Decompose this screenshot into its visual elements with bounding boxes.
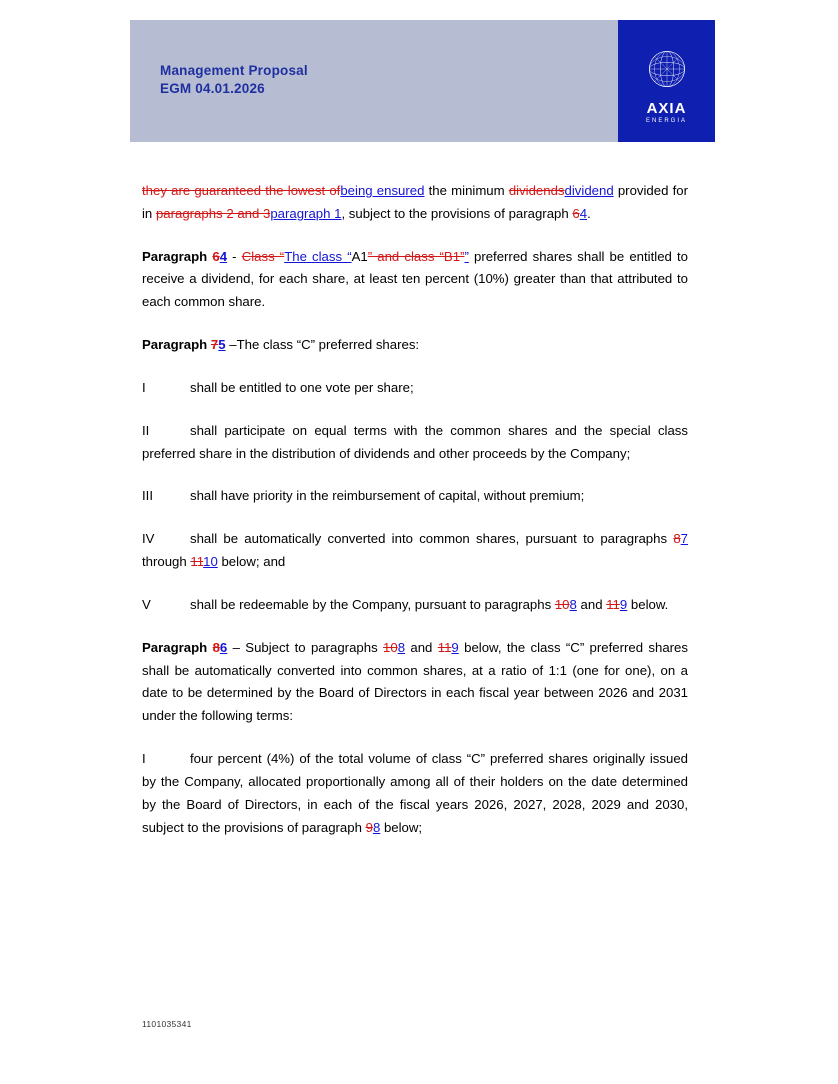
list-item-text: shall participate on equal terms with the common shares and the special class preferred share in the distribution of dividends and other proceeds by the Company; bbox=[142, 422, 688, 461]
inserted-text: being ensured bbox=[340, 183, 425, 198]
static-text: , subject to the provisions of paragraph bbox=[341, 205, 573, 221]
list-item-numeral: I bbox=[142, 751, 146, 767]
static-text: and bbox=[405, 639, 438, 655]
deleted-text: paragraphs 2 and 3 bbox=[155, 205, 271, 221]
inserted-label-number: 4 bbox=[219, 248, 228, 264]
document-body bbox=[142, 180, 688, 859]
inserted-text: paragraph 1 bbox=[270, 205, 342, 221]
list-item bbox=[142, 528, 688, 574]
static-text: four percent (4%) of the total volume of class “C” preferred shares originally issued by the Company, allocated proportionally among all of their holders on the date determined by the Board of Directors, in each of the fiscal years 2026, 2027, 2028, 2029 and 2030, subject to the provisions of paragraph bbox=[142, 751, 688, 835]
page-subtitle: EGM 04.01.2026 bbox=[160, 81, 265, 97]
document-footer-id: 1101035341 bbox=[142, 1019, 192, 1029]
deleted-label-number: 8 bbox=[212, 639, 220, 655]
list-item bbox=[142, 377, 688, 400]
document-header bbox=[130, 20, 715, 142]
inserted-text: 8 bbox=[372, 819, 381, 835]
inserted-text: dividend bbox=[564, 183, 614, 198]
globe-lattice-icon bbox=[641, 43, 693, 95]
deleted-text: they are guaranteed the lowest of bbox=[142, 183, 341, 198]
logo-box bbox=[618, 20, 715, 142]
list-item-text: shall have priority in the reimbursement of capital, without premium; bbox=[190, 488, 585, 504]
paragraph-5 bbox=[142, 334, 688, 357]
paragraph-label: Paragraph bbox=[142, 337, 211, 353]
list-item-numeral: I bbox=[142, 379, 146, 395]
list-item-numeral: IV bbox=[142, 531, 155, 547]
static-text: A1 bbox=[351, 248, 368, 264]
list-item-numeral: III bbox=[142, 488, 153, 504]
deleted-text: dividends bbox=[508, 183, 565, 198]
paragraph-4 bbox=[142, 246, 688, 314]
deleted-text: ” and class “B1” bbox=[367, 248, 465, 264]
inserted-text: ” bbox=[464, 248, 469, 264]
static-text: through bbox=[142, 554, 191, 570]
deleted-text: 11 bbox=[606, 596, 620, 612]
logo-tagline: ENERGIA bbox=[645, 117, 687, 124]
paragraph-label: Paragraph bbox=[142, 639, 213, 655]
inserted-text: 4 bbox=[579, 205, 588, 221]
deleted-label-number: 6 bbox=[212, 248, 220, 264]
static-text: – Subject to paragraphs bbox=[227, 639, 384, 655]
list-item-numeral: II bbox=[142, 422, 150, 438]
inserted-text: 9 bbox=[451, 639, 459, 655]
static-text: - bbox=[227, 248, 242, 264]
page-title: Management Proposal bbox=[160, 63, 308, 78]
static-text: provided for in bbox=[142, 183, 688, 221]
static-text: below; and bbox=[217, 554, 286, 570]
deleted-text: 6 bbox=[572, 205, 580, 221]
static-text: and bbox=[576, 596, 607, 612]
deleted-text: 11 bbox=[437, 639, 452, 655]
deleted-text: 9 bbox=[365, 819, 373, 835]
list-item-numeral: V bbox=[142, 596, 151, 612]
inserted-label-number: 6 bbox=[219, 639, 228, 655]
inserted-label-number: 5 bbox=[218, 337, 226, 353]
inserted-text: 8 bbox=[397, 639, 406, 655]
static-text: . bbox=[587, 205, 591, 221]
inserted-text: The class “ bbox=[284, 248, 352, 264]
static-text: below, the class “C” preferred shares shall be automatically converted into common shares, at a ratio of 1:1 (one for one), on a date to be determined by the Board of Directors in each fiscal year between 2026 and 2031 under the following terms: bbox=[142, 639, 688, 724]
static-text: below. bbox=[627, 596, 669, 612]
static-text: shall be automatically converted into common shares, pursuant to paragraphs bbox=[190, 531, 674, 547]
static-text: the minimum bbox=[424, 183, 509, 198]
list-item bbox=[142, 748, 688, 839]
inserted-text: 9 bbox=[619, 596, 628, 612]
paragraph-continuation bbox=[142, 180, 688, 226]
deleted-label-number: 7 bbox=[210, 337, 219, 353]
list-item bbox=[142, 594, 688, 617]
static-text: preferred shares shall be entitled to receive a dividend, for each share, at least ten percent (10%) greater than that attributed to each common share. bbox=[142, 248, 688, 310]
header-title-block bbox=[160, 62, 308, 98]
list-item bbox=[142, 485, 688, 508]
list-item bbox=[142, 420, 688, 466]
deleted-text: 10 bbox=[383, 639, 398, 655]
inserted-text: 10 bbox=[203, 554, 218, 570]
deleted-text: Class “ bbox=[241, 248, 285, 264]
header-band bbox=[130, 20, 618, 142]
deleted-text: 8 bbox=[673, 531, 681, 547]
inserted-text: 7 bbox=[680, 531, 688, 547]
logo-wordmark: AXIA bbox=[646, 99, 687, 117]
deleted-text: 10 bbox=[554, 596, 570, 612]
static-text: shall be redeemable by the Company, pursuant to paragraphs bbox=[190, 596, 555, 612]
deleted-text: 11 bbox=[190, 554, 204, 570]
paragraph-6 bbox=[142, 637, 688, 728]
paragraph-label: Paragraph bbox=[142, 248, 213, 264]
inserted-text: 8 bbox=[569, 596, 577, 612]
list-item-text: shall be entitled to one vote per share; bbox=[190, 379, 414, 395]
static-text: below; bbox=[380, 819, 423, 835]
static-text: –The class “C” preferred shares: bbox=[225, 337, 420, 353]
